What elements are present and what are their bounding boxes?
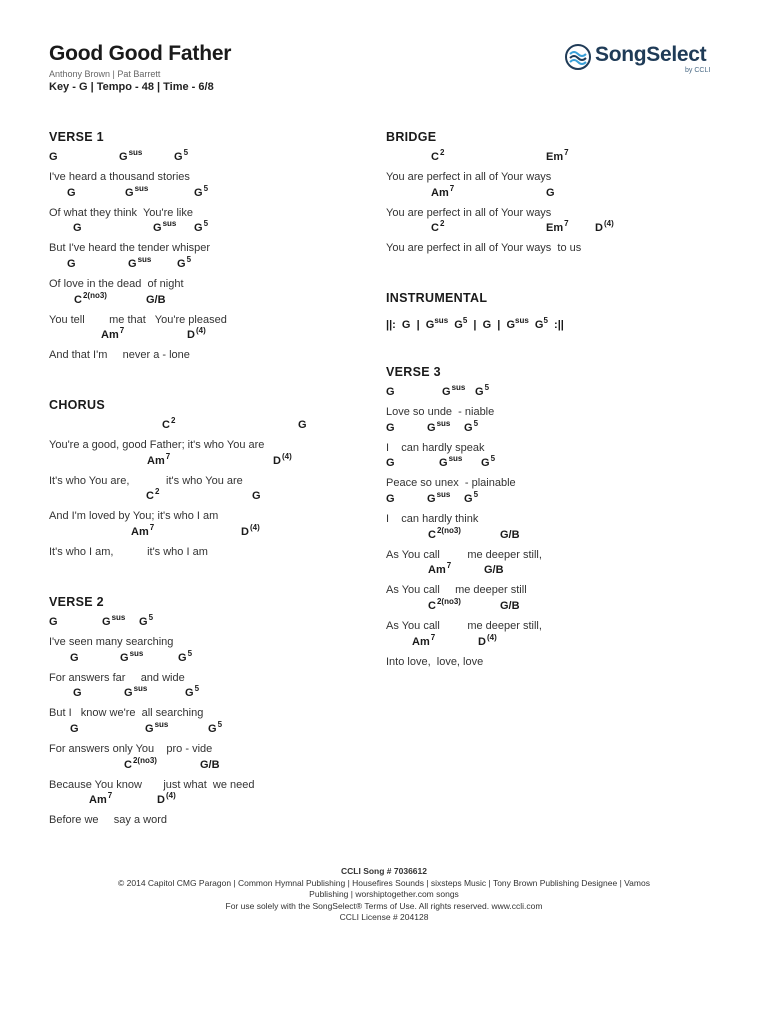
chord-row (386, 632, 726, 654)
lyric-line: As You call me deeper still (386, 584, 527, 597)
chord: G (252, 490, 261, 503)
chord: $D^{(4)}$ (273, 451, 292, 467)
chord: $C^{2(no3)}$ (124, 755, 157, 771)
chord: $G^5$ (194, 219, 209, 235)
chord: $G^5$ (464, 418, 479, 434)
chord: $G^5$ (475, 383, 490, 398)
lyric-line: Love so unde - niable (386, 406, 495, 418)
chord-row (49, 648, 349, 670)
chord: $G^{sus}$ (145, 720, 169, 736)
chord-extension: sus (515, 316, 529, 325)
chord: G (73, 687, 82, 700)
chord: G (386, 386, 395, 398)
section-title: VERSE 3 (386, 365, 441, 379)
logo-wordmark: SongSelect (595, 43, 707, 66)
lyric-line: It's who I am, it's who I am (49, 546, 208, 559)
chord-lyric-line (386, 150, 726, 186)
logo-subtitle: by CCLI (685, 67, 711, 74)
chord: Am$^7$ (89, 791, 113, 807)
chord: $G^5$ (178, 648, 193, 664)
chord-lyric-line (49, 525, 349, 561)
footer (0, 866, 768, 924)
terms-of-use: For use solely with the SongSelect® Terms of Use. All rights reserved. www.ccli.com (225, 900, 543, 911)
lyric-line: Into love, love, love (386, 655, 484, 668)
lyric-line: For answers far and wide (49, 671, 185, 684)
chord: G (386, 421, 395, 434)
chord-lyric-line (49, 290, 349, 329)
chord: $C^2$ (146, 487, 160, 503)
chord: $G^5$ (464, 490, 479, 506)
chord-lyric-line (49, 328, 349, 364)
chord: G (49, 616, 58, 628)
chord-lyric-line (386, 456, 726, 492)
chord: $D^{(4)}$ (478, 632, 497, 648)
section-verse-3 (386, 365, 726, 671)
chord-lyric-line (49, 257, 349, 293)
chord-lyric-line (386, 563, 726, 599)
chord: $C^2$ (162, 416, 176, 431)
chord-row (386, 418, 726, 440)
chord: Am$^7$ (431, 183, 455, 199)
chord-row (386, 385, 726, 404)
chord: G (70, 651, 79, 664)
chord-text: G (528, 319, 544, 331)
chord-lyric-line (386, 385, 726, 421)
chord-text: :|| (547, 319, 564, 331)
chord: $G^5$ (174, 148, 189, 163)
chord: G (73, 222, 82, 235)
chord: $G^5$ (208, 720, 223, 736)
chord: G (386, 493, 395, 506)
chord: Am$^7$ (412, 632, 436, 648)
chord: $C^2$ (431, 148, 445, 163)
chord: $C^2$ (431, 219, 445, 235)
chord-row (49, 290, 349, 312)
chord-row (49, 257, 349, 276)
chord-row (49, 525, 349, 544)
section-verse-1 (49, 130, 349, 364)
chord-row (49, 328, 349, 347)
chord: $G^{sus}$ (427, 418, 451, 434)
chord-row (49, 183, 349, 205)
lyric-line: I can hardly speak (386, 441, 485, 454)
chord: $D^{(4)}$ (241, 523, 260, 539)
chord-row (49, 615, 349, 634)
chord: G (70, 723, 79, 736)
chord: G/B (500, 600, 520, 613)
songselect-logo (565, 42, 725, 78)
chord: $D^{(4)}$ (595, 219, 614, 235)
chord-row (386, 563, 726, 582)
chord: G (67, 186, 76, 199)
chord-lyric-line (49, 183, 349, 222)
chord-row (49, 489, 349, 508)
chord-row (49, 793, 349, 812)
section-title: INSTRUMENTAL (386, 291, 488, 305)
chord-row (386, 492, 726, 511)
chord-row (49, 221, 349, 240)
lyric-line: As You call me deeper still, (386, 548, 542, 561)
chord-extension: 5 (543, 316, 548, 325)
section-title: VERSE 1 (49, 130, 104, 144)
chord: $G^{sus}$ (153, 219, 177, 235)
chord-row (386, 456, 726, 475)
lyric-line: You are perfect in all of Your ways (386, 171, 552, 183)
chord: Em$^7$ (546, 219, 569, 235)
lyric-line: And that I'm never a - lone (49, 349, 190, 362)
lyric-line: You're a good, good Father; it's who You are (49, 439, 265, 451)
section-title: BRIDGE (386, 130, 437, 144)
lyric-line: Of what they think You're like (49, 206, 193, 219)
section-chorus (49, 398, 349, 561)
chord-lyric-line (386, 599, 726, 635)
chord-lyric-line (49, 451, 349, 490)
chord: $G^{sus}$ (128, 255, 152, 271)
chord-row (386, 599, 726, 618)
chord: G/B (146, 293, 166, 306)
chord: $G^{sus}$ (124, 684, 148, 700)
lyric-line: For answers only You pro - vide (49, 743, 213, 756)
chord: G (298, 419, 307, 431)
chord: $D^{(4)}$ (187, 326, 206, 342)
chord-lyric-line (386, 221, 726, 257)
chord-row (49, 755, 349, 777)
chord: Em$^7$ (546, 148, 569, 163)
chord: $G^{sus}$ (119, 148, 143, 163)
chord: $G^5$ (185, 684, 200, 700)
chord-row (49, 686, 349, 705)
chord: Am$^7$ (147, 451, 171, 467)
chord: $G^{sus}$ (102, 613, 126, 628)
chord: $C^{2(no3)}$ (428, 525, 461, 541)
chord-lyric-line (386, 183, 726, 222)
chord: $G^5$ (481, 454, 496, 470)
chord-lyric-line (49, 418, 349, 454)
lyric-line: Because You know just what we need (49, 778, 255, 791)
chord-row (49, 722, 349, 741)
lyric-line: As You call me deeper still, (386, 620, 542, 633)
copyright-line-2: Publishing | worshiptogether.com songs (309, 889, 459, 899)
chord-row (386, 525, 726, 547)
section-lines (49, 150, 349, 364)
lyric-line: Before we say a word (49, 814, 167, 827)
chord: $C^{2(no3)}$ (428, 597, 461, 613)
chord: $G^{sus}$ (442, 383, 466, 398)
instrumental-chord-sequence (386, 316, 726, 331)
chord: G (49, 151, 58, 163)
chord: Am$^7$ (101, 326, 125, 342)
lyric-line: I've seen many searching (49, 636, 174, 648)
chord-lyric-line (49, 755, 349, 794)
section-lines (49, 615, 349, 829)
chord: G (546, 186, 555, 199)
lyric-line: And I'm loved by You; it's who I am (49, 510, 219, 523)
chord: $G^{sus}$ (120, 648, 144, 664)
chord-lyric-line (49, 648, 349, 687)
ccli-license: CCLI License # 204128 (339, 912, 429, 922)
chord: G/B (484, 564, 504, 577)
chord: G/B (200, 758, 220, 771)
chord-lyric-line (386, 632, 726, 671)
chord-text: G (448, 319, 463, 331)
chord-lyric-line (386, 492, 726, 528)
lyric-line: You are perfect in all of Your ways to us (386, 242, 582, 255)
chord-lyric-line (49, 722, 349, 758)
chord: G (386, 457, 395, 470)
chord-text: | G | G (467, 319, 515, 331)
section-lines (49, 418, 349, 561)
song-authors: Anthony Brown | Pat Barrett (49, 69, 161, 79)
lyric-line: But I know we're all searching (49, 707, 204, 720)
lyric-line: But I've heard the tender whisper (49, 242, 211, 255)
chord-row (386, 221, 726, 240)
lyric-line: Peace so unex - plainable (386, 477, 516, 490)
lyric-line: You tell me that You're pleased (49, 313, 227, 326)
chord: Am$^7$ (131, 523, 155, 539)
chord-lyric-line (49, 150, 349, 186)
songselect-logo-icon (565, 44, 591, 70)
chord-lyric-line (49, 221, 349, 257)
chord-row (386, 183, 726, 205)
lyric-line: You are perfect in all of Your ways (386, 206, 552, 219)
chord-lyric-line (49, 686, 349, 722)
chord-lyric-line (49, 615, 349, 651)
chord-lyric-line (386, 525, 726, 564)
copyright-line-1: © 2014 Capitol CMG Paragon | Common Hymnal Publishing | Housefires Sounds | sixsteps Music | Tony Brown Publishing Designee | Vamos (118, 877, 650, 888)
section-lines (386, 150, 726, 257)
chord-extension: sus (434, 316, 449, 325)
chord: $G^{sus}$ (125, 183, 149, 199)
section-lines (386, 385, 726, 671)
section-verse-2 (49, 595, 349, 829)
section-title: VERSE 2 (49, 595, 104, 609)
section-instrumental (386, 291, 726, 331)
section-bridge (386, 130, 726, 257)
chord: Am$^7$ (428, 561, 452, 577)
chord-row (49, 418, 349, 437)
chord-extension: 5 (462, 316, 468, 325)
chord: G (67, 258, 76, 271)
song-meta: Key - G | Tempo - 48 | Time - 6/8 (49, 81, 214, 93)
chord-lyric-line (386, 418, 726, 457)
chord-row (49, 451, 349, 473)
chord: $D^{(4)}$ (157, 791, 176, 807)
song-title: Good Good Father (49, 42, 232, 65)
chord-lyric-line (49, 793, 349, 829)
lyric-line: I can hardly think (386, 513, 479, 526)
chord: G/B (500, 528, 520, 541)
chord: $G^{sus}$ (439, 454, 463, 470)
chord: $G^5$ (177, 255, 192, 271)
chord-row (49, 150, 349, 169)
chord-row (386, 150, 726, 169)
chord: $G^5$ (194, 183, 209, 199)
chord: $G^5$ (139, 613, 154, 628)
ccli-song-number: CCLI Song # 7036612 (341, 866, 427, 876)
lyric-line: I've heard a thousand stories (49, 171, 190, 183)
lyric-line: It's who You are, it's who You are (49, 474, 243, 487)
lyric-line: Of love in the dead of night (49, 278, 184, 291)
chord-lyric-line (49, 489, 349, 525)
chord: $C^{2(no3)}$ (74, 290, 107, 306)
chord: $G^{sus}$ (427, 490, 451, 506)
chord-text: ||: G | G (386, 319, 435, 331)
section-title: CHORUS (49, 398, 105, 412)
